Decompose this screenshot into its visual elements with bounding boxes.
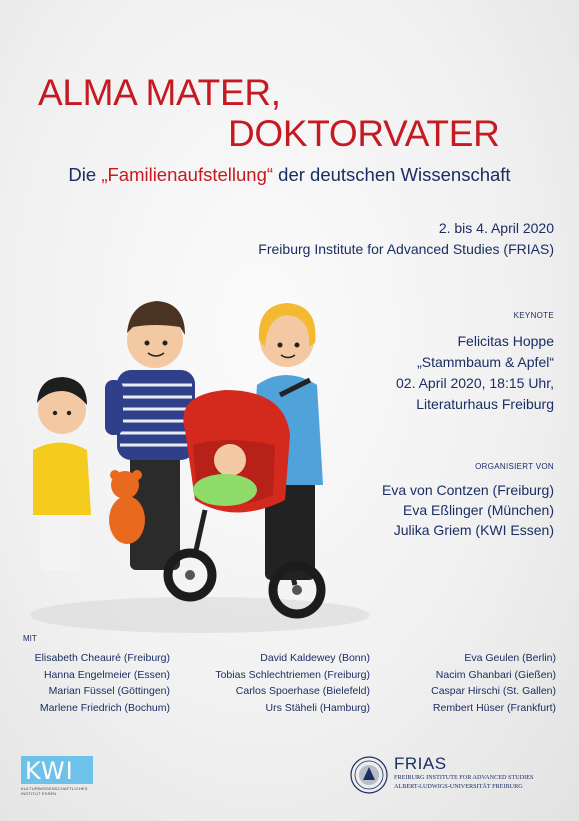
participant: Urs Stäheli (Hamburg) [265,701,370,714]
frias-name: FRIAS [394,754,447,773]
participant: Marlene Friedrich (Bochum) [39,701,170,714]
frias-line-1: FREIBURG INSTITUTE FOR ADVANCED STUDIES [394,774,534,781]
title-line-1: ALMA MATER, [38,72,281,113]
kwi-caption-line-2: INSTITUT ESSEN [21,791,57,796]
keynote-datetime: 02. April 2020, 18:15 Uhr, [396,375,554,391]
frias-line-2: ALBERT-LUDWIGS-UNIVERSITÄT FREIBURG [394,783,523,790]
kwi-logo [21,756,95,796]
keynote-talk: „Stammbaum & Apfel“ [417,354,554,370]
event-venue: Freiburg Institute for Advanced Studies (FRIAS) [258,241,554,257]
kwi-logo-text: KWI [25,757,74,785]
kwi-caption-line-1: KULTURWISSENSCHAFTLICHES [21,786,88,791]
organizer: Eva von Contzen (Freiburg) [382,482,554,498]
keynote-speaker: Felicitas Hoppe [457,333,554,349]
participants-column-2 [215,650,370,716]
participants-column-3 [431,650,556,716]
participants-label: MIT [23,634,37,643]
subtitle-after: der deutschen Wissenschaft [273,164,511,185]
keynote-location: Literaturhaus Freiburg [416,396,554,412]
participant: Hanna Engelmeier (Essen) [43,668,170,681]
organizers-list [382,480,554,540]
participant: David Kaldewey (Bonn) [260,652,370,664]
keynote-block [396,331,554,415]
participants-column-1 [35,650,170,716]
participant: Marian Füssel (Göttingen) [48,685,170,697]
organizer: Eva Eßlinger (München) [403,502,554,518]
organizer: Julika Griem (KWI Essen) [393,522,554,538]
participant: Elisabeth Cheauré (Freiburg) [34,652,170,664]
organizers-label: ORGANISIERT VON [475,462,554,471]
poster-title [38,72,518,154]
event-info [258,218,554,260]
kwi-logo-mark [21,756,93,784]
participant: Eva Geulen (Berlin) [464,652,556,664]
title-line-2: DOKTORVATER [228,113,500,154]
event-dates: 2. bis 4. April 2020 [438,220,554,236]
subtitle-highlight: „Familienaufstellung“ [101,164,274,185]
participant: Tobias Schlechtriemen (Freiburg) [215,668,370,681]
participant: Nacim Ghanbari (Gießen) [435,668,556,681]
subtitle-before: Die [68,164,102,185]
participant: Caspar Hirschi (St. Gallen) [431,685,556,697]
university-seal-icon [350,756,388,794]
participant: Carlos Spoerhase (Bielefeld) [235,685,370,697]
keynote-label: KEYNOTE [513,311,554,320]
child-figure [33,377,91,570]
frias-logo [350,752,560,802]
poster-subtitle [0,164,579,186]
kwi-logo-caption [21,786,95,796]
participant: Rembert Hüser (Frankfurt) [432,701,556,714]
toy-family-illustration [25,285,370,635]
